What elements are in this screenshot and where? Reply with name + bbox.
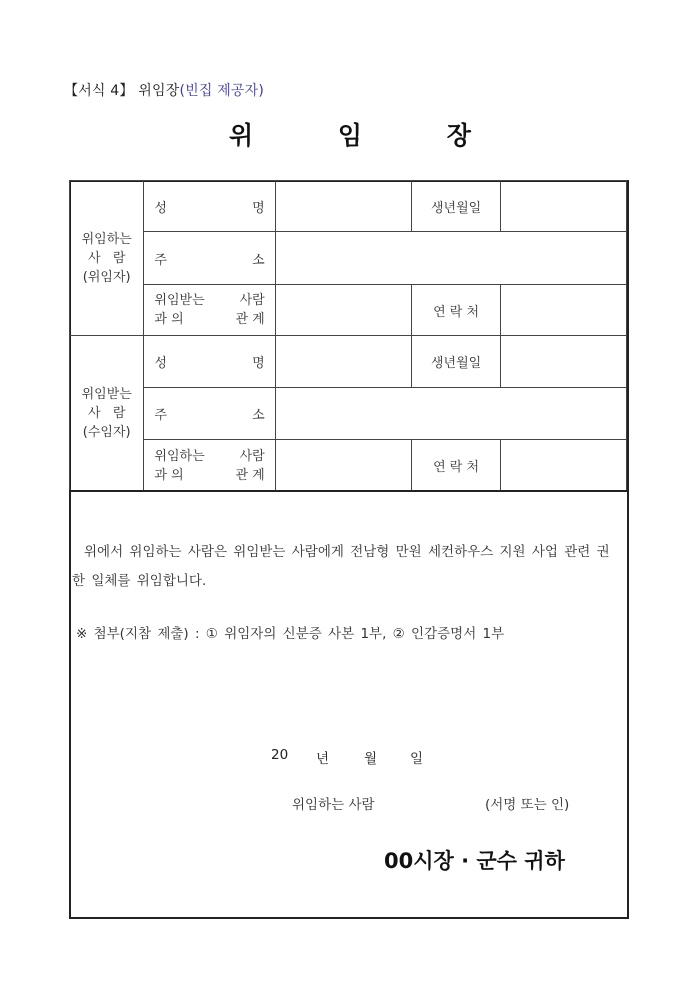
form-header	[64, 80, 264, 100]
delegatee-address-field[interactable]	[275, 388, 626, 440]
form-name: 위임장	[138, 83, 180, 99]
title-char: 위	[229, 121, 254, 150]
delegator-name-label: 성 명	[144, 181, 275, 232]
delegator-relation-field[interactable]	[275, 285, 411, 336]
delegatee-relation-field[interactable]	[275, 440, 411, 492]
date-month-label: 월	[364, 751, 378, 767]
delegatee-address-label: 주 소	[144, 388, 275, 440]
delegator-birth-label: 생년월일	[411, 181, 501, 232]
delegatee-birth-label: 생년월일	[411, 336, 501, 388]
delegator-role-label: 위임하는 사 람 (위임자)	[70, 181, 144, 336]
title-char: 임	[337, 121, 363, 150]
section-divider	[69, 490, 627, 492]
delegation-statement: 위에서 위임하는 사람은 위임받는 사람에게 전남형 만원 세컨하우스 지원 사업 관련 권한 일체를 위임합니다.	[72, 544, 610, 589]
delegator-contact-field[interactable]	[501, 285, 627, 336]
title-char: 장	[446, 121, 471, 150]
page-title	[0, 116, 700, 152]
delegator-relation-label: 위임받는 사람 과 의 관 계	[144, 285, 275, 336]
delegatee-name-field[interactable]	[275, 336, 411, 388]
recipient: 00시장 · 군수 귀하	[384, 849, 565, 873]
delegation-table	[69, 180, 627, 492]
date-year-prefix: 20	[271, 747, 289, 763]
delegator-name-field[interactable]	[275, 181, 411, 232]
delegator-address-field[interactable]	[275, 232, 626, 285]
delegatee-name-label: 성 명	[144, 336, 275, 388]
delegatee-contact-label: 연 락 처	[411, 440, 501, 492]
form-number: 【서식 4】	[64, 83, 134, 99]
date-day-label: 일	[410, 751, 424, 767]
delegatee-relation-label: 위임하는 사람 과 의 관 계	[144, 440, 275, 492]
delegator-address-label: 주 소	[144, 232, 275, 285]
signer-label: 위임하는 사람	[292, 797, 375, 813]
delegatee-birth-field[interactable]	[501, 336, 627, 388]
delegator-contact-label: 연 락 처	[411, 285, 501, 336]
delegatee-contact-field[interactable]	[501, 440, 627, 492]
form-note: (빈집 제공자)	[179, 83, 265, 99]
sign-note: (서명 또는 인)	[485, 797, 570, 813]
delegatee-role-label: 위임받는 사 람 (수임자)	[70, 336, 144, 492]
date-year-label: 년	[316, 751, 330, 767]
attachments-note: ※ 첨부(지참 제출) : ① 위임자의 신분증 사본 1부, ② 인감증명서 1부	[76, 626, 505, 642]
delegator-birth-field[interactable]	[501, 181, 627, 232]
